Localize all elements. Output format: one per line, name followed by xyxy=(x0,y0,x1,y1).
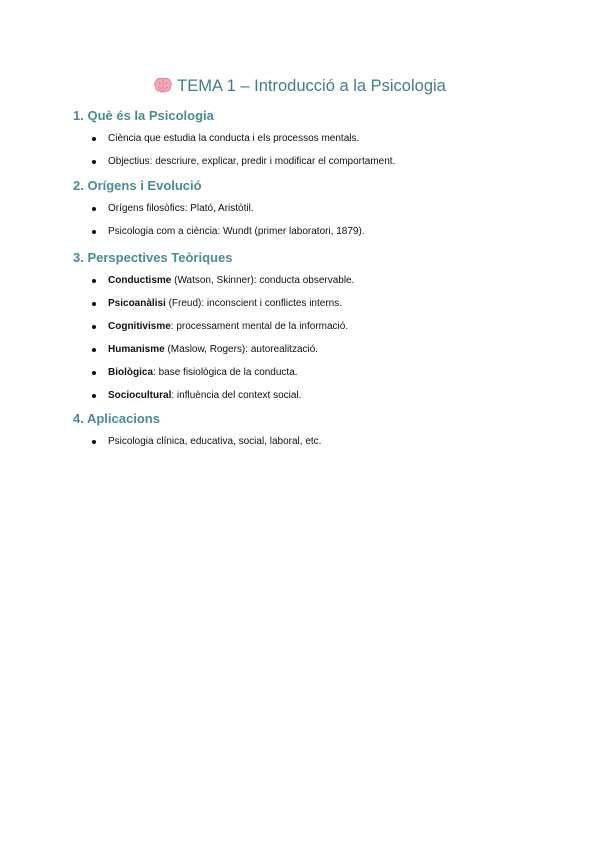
section xyxy=(73,108,533,168)
list-item xyxy=(73,321,533,333)
item-text: Objectius: descriure, explicar, predir i modificar el comportament. xyxy=(108,156,396,167)
bullet-dot-icon xyxy=(92,160,96,164)
bullet-list xyxy=(73,203,533,238)
bullet-dot-icon xyxy=(92,325,96,329)
bullet-list xyxy=(73,275,533,402)
item-text: Psicologia com a ciència: Wundt (primer laboratori, 1879). xyxy=(108,226,365,237)
list-item xyxy=(73,436,533,448)
section-heading: 4. Aplicacions xyxy=(73,411,160,426)
section xyxy=(73,178,533,238)
bullet-dot-icon xyxy=(92,348,96,352)
bullet-dot-icon xyxy=(92,230,96,234)
item-term: Humanisme xyxy=(108,344,165,355)
list-item xyxy=(73,390,533,402)
item-term: Psicoanàlisi xyxy=(108,298,166,309)
item-text: : processament mental de la informació. xyxy=(170,321,349,332)
list-item xyxy=(73,156,533,168)
section-heading: 3. Perspectives Teòriques xyxy=(73,250,233,265)
item-term: Biològica xyxy=(108,367,154,378)
bullet-dot-icon xyxy=(92,440,96,444)
brain-icon xyxy=(154,77,172,93)
list-item xyxy=(73,298,533,310)
item-text: Orígens filosòfics: Plató, Aristòtil. xyxy=(108,203,254,214)
bullet-list xyxy=(73,436,533,448)
bullet-dot-icon xyxy=(92,137,96,141)
section xyxy=(73,411,533,448)
item-term: Conductisme xyxy=(108,275,172,286)
section xyxy=(73,250,533,402)
list-item xyxy=(73,367,533,379)
bullet-dot-icon xyxy=(92,207,96,211)
bullet-dot-icon xyxy=(92,302,96,306)
item-term: Sociocultural xyxy=(108,390,172,401)
list-item xyxy=(73,226,533,238)
section-heading: 1. Què és la Psicologia xyxy=(73,108,214,123)
bullet-list xyxy=(73,133,533,168)
item-text: (Maslow, Rogers): autorealització. xyxy=(164,344,319,355)
item-text: (Watson, Skinner): conducta observable. xyxy=(171,275,355,286)
list-item xyxy=(73,344,533,356)
bullet-dot-icon xyxy=(92,279,96,283)
item-term: Cognitivisme xyxy=(108,321,171,332)
item-text: : influència del context social. xyxy=(171,390,302,401)
item-text: : base fisiològica de la conducta. xyxy=(153,367,298,378)
title-text: TEMA 1 – Introducció a la Psicologia xyxy=(177,77,446,95)
document-title xyxy=(0,77,600,96)
item-text: Psicologia clínica, educativa, social, laboral, etc. xyxy=(108,436,322,447)
item-text: (Freud): inconscient i conflictes interns. xyxy=(165,298,342,309)
item-text: Ciència que estudia la conducta i els processos mentals. xyxy=(108,133,360,144)
section-heading: 2. Orígens i Evolució xyxy=(73,178,202,193)
list-item xyxy=(73,203,533,215)
bullet-dot-icon xyxy=(92,394,96,398)
bullet-dot-icon xyxy=(92,371,96,375)
list-item xyxy=(73,133,533,145)
list-item xyxy=(73,275,533,287)
